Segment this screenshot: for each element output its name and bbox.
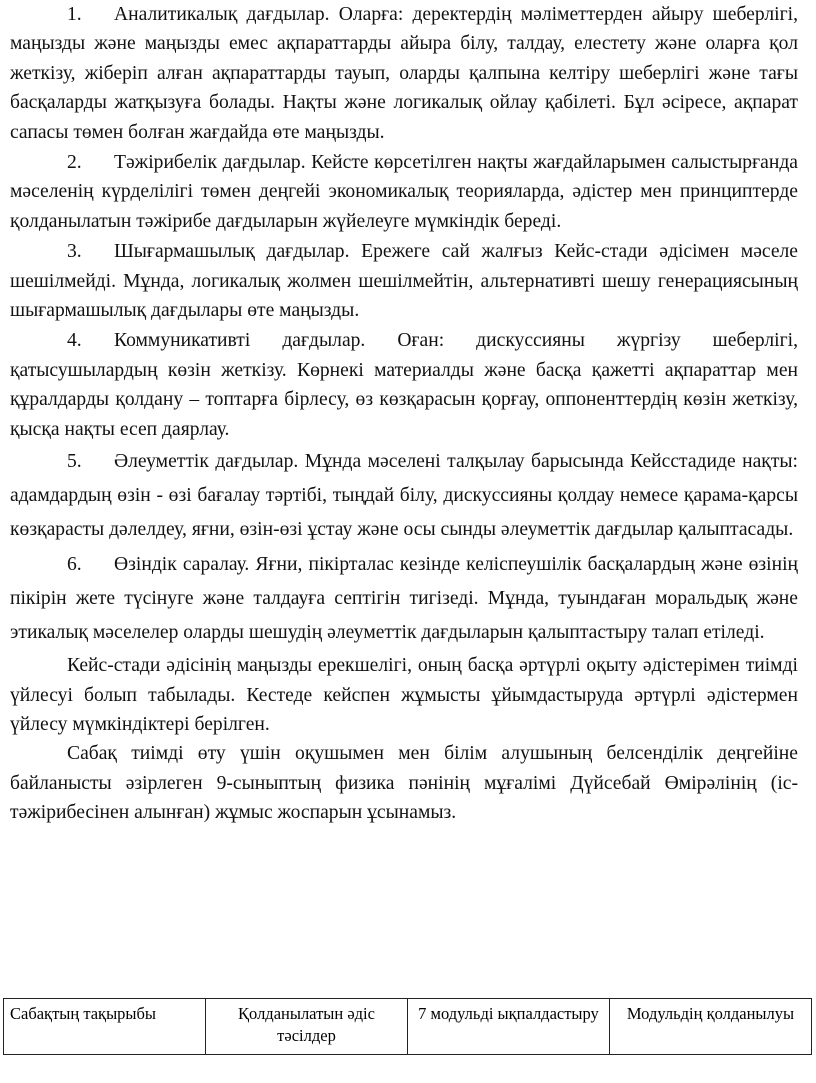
list-item-text: Әлеуметтік дағдылар. Мұнда мәселені талқылау барысында Кейсстадиде нақты: адамдардың өзін - өзі бағалау тәртібі, тыңдай білу, дискуссияны қолдау немесе қарама-қарсы көзқарасты дәлелдеу, яғни, өзін-өзі ұстау және осы сынды әлеуметтік дағдылар қалыптасады. <box>10 451 798 541</box>
list-item-analytical-skills <box>10 0 798 147</box>
list-item-creative-skills <box>10 237 798 325</box>
list-item-text: Тәжірибелік дағдылар. Кейсте көрсетілген нақты жағдайларымен салыстырғанда мәселенің күрделілігі төмен деңгейі экономикалық теорияларда, әдістер мен принциптерде қолданылатын тәжірибе дағдыларын жүйелеуге мүмкіндік береді. <box>10 152 798 232</box>
list-item-number: 5. <box>67 451 82 473</box>
list-item-communicative-skills <box>10 326 798 444</box>
paragraph-case-study-feature: Кейс-стади әдісінің маңызды ерекшелігі, оның басқа әртүрлі оқыту әдістерімен тиімді үйлесуі болып табылады. Кестеде кейспен жұмысты ұйымдастыруда әртүрлі әдістермен үйлесу мүмкіндіктері берілген. <box>10 655 798 735</box>
list-item-number: 2. <box>67 152 82 174</box>
document-page <box>10 0 798 828</box>
list-item-social-skills <box>10 445 798 547</box>
list-item-text: Аналитикалық дағдылар. Оларға: деректердің мәліметтерден айыру шеберлігі, маңызды және маңызды емес ақпараттарды айыра білу, талдау, елестету және оларға қол жеткізу, жіберіп алған ақпараттарды тауып, оларды қалпына келтіру шеберлігі және тағы басқаларды жатқызуға болады. Нақты және логикалық ойлау қабілеті. Бұл әсіресе, ақпарат сапасы төмен болған жағдайда өте маңызды. <box>10 4 798 143</box>
list-item-number: 3. <box>67 241 82 263</box>
paragraph-work-plan-intro: Сабақ тиімді өту үшін оқушымен мен білім алушының белсенділік деңгейіне байланысты әзірлеген 9-сыныптың физика пәнінің мұғалімі Дүйсебай Өмірәлінің (іс-тәжірибесінен алынған) жұмыс жоспарын ұсынамыз. <box>10 743 798 824</box>
list-item-text: Коммуникативті дағдылар. Оған: дискуссияны жүргізу шеберлігі, қатысушылардың көзін жеткізу. Көрнекі материалды және басқа қажетті ақпараттар мен құралдарды қолдану – топтарға бірлесу, өз көзқарасын қорғау, оппоненттердің көзін жеткізу, қысқа нақты есеп даярлау. <box>10 330 798 440</box>
list-item-number: 1. <box>67 4 82 25</box>
list-item-practical-skills <box>10 148 798 236</box>
table-header-module-integration: 7 модульді ықпалдастыру <box>408 999 610 1055</box>
table-header-lesson-topic: Сабақтың тақырыбы <box>4 999 206 1055</box>
table-header-module-use: Модульдің қолданылуы <box>610 999 812 1055</box>
list-item-self-analysis <box>10 548 798 650</box>
table-header-row <box>4 999 812 1055</box>
list-item-text: Шығармашылық дағдылар. Ережеге сай жалғыз Кейс-стади әдісімен мәселе шешілмейді. Мұнда, логикалық жолмен шешілмейтін, альтернативті шешу генерациясының шығармашылық дағдылары өте маңызды. <box>10 241 798 322</box>
list-item-number: 6. <box>67 554 82 576</box>
list-item-text: Өзіндік саралау. Яғни, пікірталас кезінде келіспеушілік басқалардың және өзінің пікірін жете түсінуге және талдауға септігін тигізеді. Мұнда, туындаған моральдық және этикалық мәселелер оларды шешудің әлеуметтік дағдыларын қалыптастыру талап етіледі. <box>10 554 798 644</box>
table-header-methods: Қолданылатын әдіс тәсілдер <box>206 999 408 1055</box>
lesson-plan-table <box>3 998 812 1055</box>
list-item-number: 4. <box>67 330 82 352</box>
